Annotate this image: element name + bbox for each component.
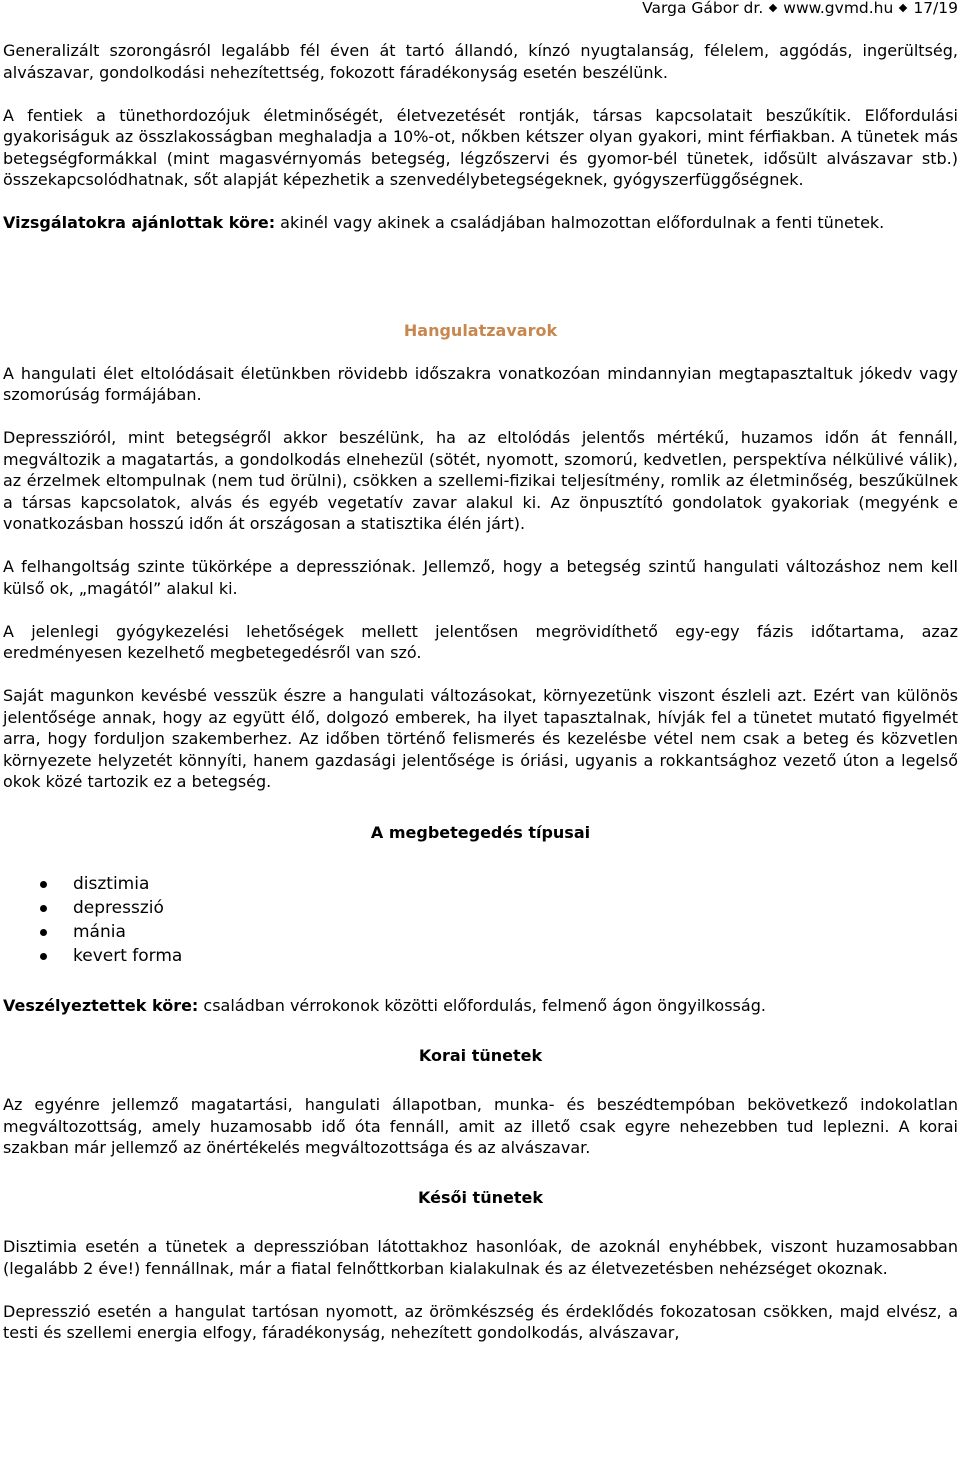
list-item: mánia: [3, 920, 958, 944]
paragraph-recognition: Saját magunkon kevésbé vesszük észre a hangulati változásokat, környezetünk viszont észleli azt. Ezért van különös jelentősége annak, hogy az együtt élő, dolgozó emberek, ha ilyet tapasztalnak, hívják fel a tünetet mutató figyelmét arra, hogy forduljon szakemberhez. Az időben történő felismerés és kezelésbe vétel nem csak a beteg és közvetlen környezete helyzetét könnyíti, hanem gazdasági jelentősége is óriási, ugyanis a rokkantsághoz vezető úton a legelső okok közé tartozik ez a betegség.: [3, 686, 958, 791]
section-title-late-symptoms: Késői tünetek: [418, 1187, 543, 1207]
paragraph-mood-shifts: A hangulati élet eltolódásait életünkben rövidebb időszakra vonatkozóan mindannyian megtapasztaltuk jókedv vagy szomorúság formájában.: [3, 363, 958, 404]
header-author: Varga Gábor dr.: [642, 0, 764, 17]
paragraph-quality-of-life: A fentiek a tünethordozójuk életminőségét, életvezetését rontják, társas kapcsolatait beszűkítik. Előfordulási gyakoriságuk az összlakosságban meghaladja a 10%-ot, nőkben kétszer olyan gyakori, mint férfiakban. A tünetek más betegségformákkal (mint magasvérnyomás betegség, légzőszervi és gyomor-bél tünetek, idősült alvászavar stb.) összekapcsolódhatnak, sőt alapját képezhetik a szenvedélybetegségeknek, gyógyszerfüggőségnek.: [3, 105, 958, 189]
paragraph-depression: Depresszióról, mint betegségről akkor beszélünk, ha az eltolódás jelentős mértékű, huzamos időn át fennáll, megváltozik a magatartás, a gondolkodás elnehezül (sötét, nyomott, szomorú, kedvetlen, perspektíva nélkülivé válik), az érzelmek eltompulnak (nem tud örülni), csökken a szellemi-fizikai teljesítmény, romlik az életminőség, beszűkülnek a társas kapcsolatok, alvás és egyéb vegetatív zavar alakul ki. Az önpusztító gondolatok gyakoriak (megyénk e vonatkozásban hosszú időn át országosan a statisztika élén járt).: [3, 428, 958, 533]
header-site[interactable]: www.gvmd.hu: [783, 0, 894, 17]
section-title-early-symptoms: Korai tünetek: [418, 1045, 543, 1065]
diamond-separator-icon: [899, 4, 907, 12]
paragraph-depression-late: Depresszió esetén a hangulat tartósan nyomott, az örömkészség és érdeklődés fokozatosan csökken, majd elvész, a testi és szellemi energia elfogy, fáradékonyság, nehezített gondolkodás, alvászavar,: [3, 1301, 958, 1342]
paragraph-screening-group: [3, 212, 958, 234]
types-list: [3, 872, 958, 968]
paragraph-early-symptoms: Az egyénre jellemző magatartási, hangulati állapotban, munka- és beszédtempóban bekövetkező indokolatlan megváltozottság, amely huzamosabb idő óta fennáll, amit az illető csak egyre nehezebben tud leplezni. A korai szakban már jellemző az önértékelés megváltozottsága és az alvászavar.: [3, 1095, 958, 1157]
section-title-types: A megbetegedés típusai: [370, 822, 591, 842]
risk-group-label: Veszélyeztettek köre:: [3, 996, 199, 1015]
section-title-mood-disorders: Hangulatzavarok: [403, 320, 558, 340]
paragraph-treatment: A jelenlegi gyógykezelési lehetőségek mellett jelentősen megrövidíthető egy-egy fázis időtartama, azaz eredményesen kezelhető megbetegedésről van szó.: [3, 621, 958, 662]
diamond-separator-icon: [769, 4, 777, 12]
paragraph-dysthymia: Disztimia esetén a tünetek a depresszióban látottakhoz hasonlóak, de azoknál enyhébbek, viszont huzamosabban (legalább 2 éve!) fennállnak, már a fiatal felnőttkorban kialakulnak és az életvezetésben nehézséget okoznak.: [3, 1237, 958, 1278]
screening-group-text: akinél vagy akinek a családjában halmozottan előfordulnak a fenti tünetek.: [275, 213, 885, 232]
header-page-number: 17/19: [913, 0, 958, 17]
document-page: [3, 0, 958, 1344]
paragraph-mania: A felhangoltság szinte tükörképe a depressziónak. Jellemző, hogy a betegség szintű hangulati változáshoz nem kell külső ok, „magától” alakul ki.: [3, 557, 958, 598]
list-item: disztimia: [3, 872, 958, 896]
paragraph-generalized-anxiety: Generalizált szorongásról legalább fél éven át tartó állandó, kínzó nyugtalanság, félelem, aggódás, ingerültség, alvászavar, gondolkodási nehezítettség, fokozott fáradékonyság esetén beszélünk.: [3, 41, 958, 82]
list-item: kevert forma: [3, 944, 958, 968]
paragraph-risk-group: [3, 995, 958, 1017]
page-header: [3, 0, 958, 21]
list-item: depresszió: [3, 896, 958, 920]
risk-group-text: családban vérrokonok közötti előfordulás, felmenő ágon öngyilkosság.: [198, 996, 766, 1015]
screening-group-label: Vizsgálatokra ajánlottak köre:: [3, 213, 276, 232]
